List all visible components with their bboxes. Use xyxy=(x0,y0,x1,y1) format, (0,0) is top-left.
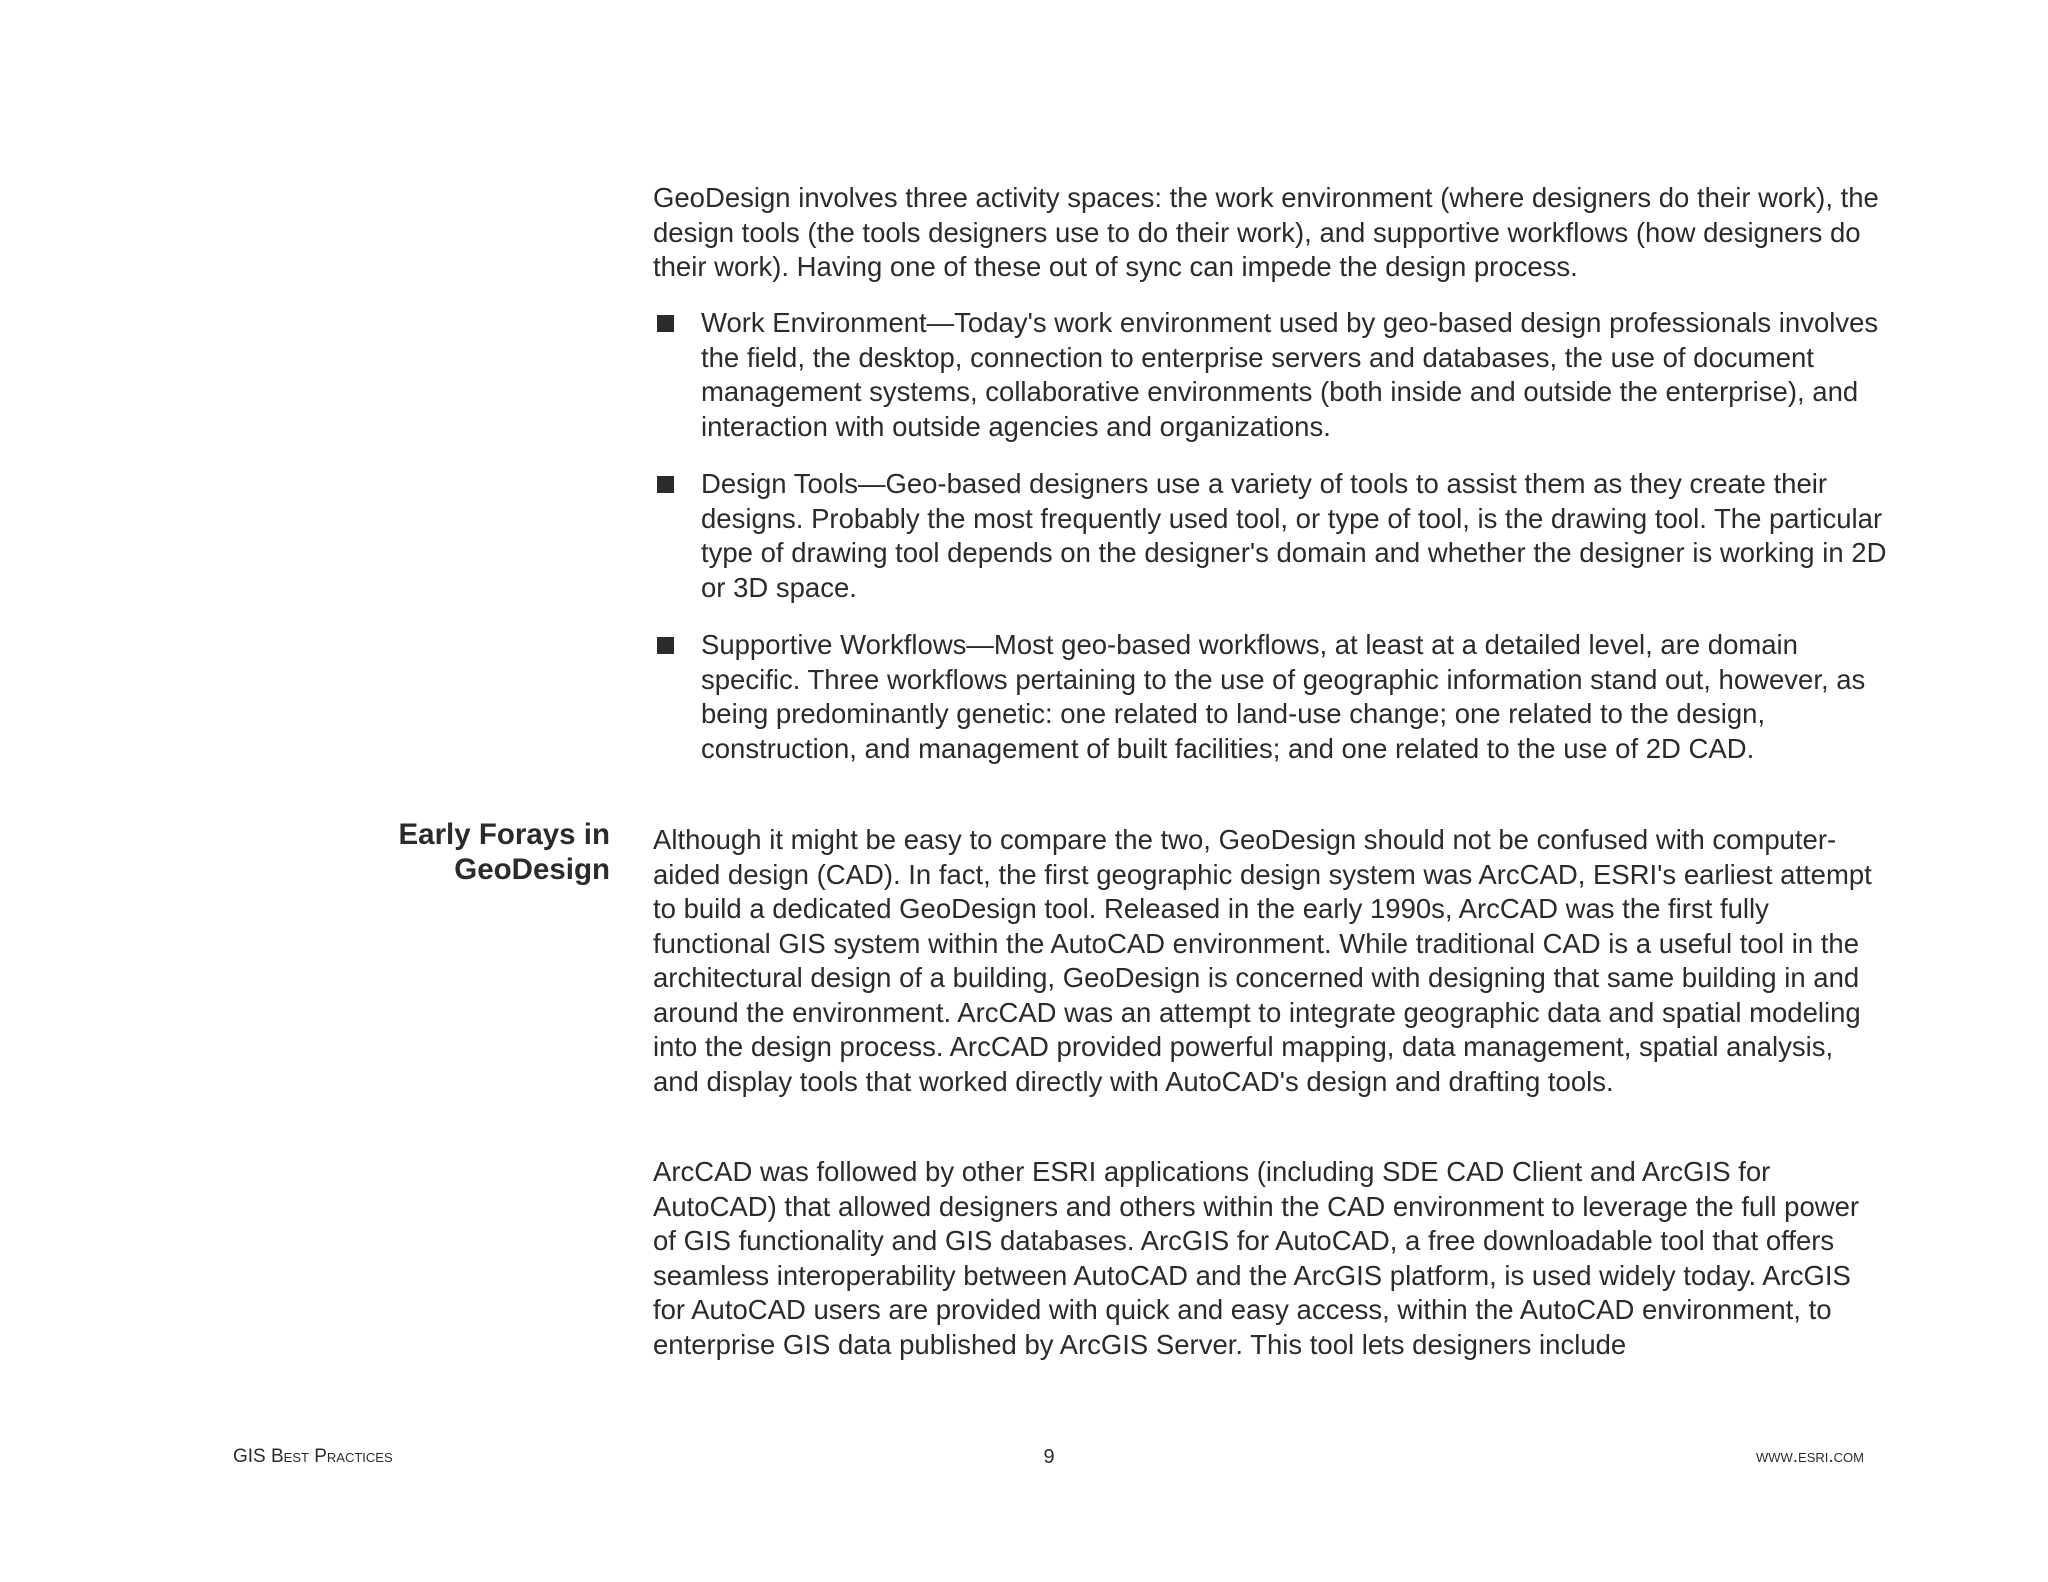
list-item xyxy=(653,306,1893,444)
section-paragraph: ArcCAD was followed by other ESRI applications (including SDE CAD Client and ArcGIS for AutoCAD) that allowed designers and others within the CAD environment to leverage the full power of GIS functionality and GIS databases. ArcGIS for AutoCAD, a free downloadable tool that offers seamless interoperability between AutoCAD and the ArcGIS platform, is used widely today. ArcGIS for AutoCAD users are provided with quick and easy access, within the AutoCAD environment, to enterprise GIS data published by ArcGIS Server. This tool lets designers include xyxy=(653,1156,1860,1360)
footer-website-link[interactable]: www.esri.com xyxy=(1755,1446,1864,1467)
square-bullet-icon xyxy=(657,476,674,493)
footer-publication-title: GIS Best Practices xyxy=(233,1446,393,1467)
section-heading: Early Forays in GeoDesign xyxy=(398,818,610,886)
list-item-text: Supportive Workflows—Most geo-based workflows, at least at a detailed level, are domain specific. Three workflows pertaining to the use of geographic information stand out, however, as being predominantly genetic: one related to land-use change; one related to the design, construction, and management of built facilities; and one related to the use of 2D CAD. xyxy=(701,629,1866,764)
section-paragraph: Although it might be easy to compare the two, GeoDesign should not be confused with computer-aided design (CAD). In fact, the first geographic design system was ArcCAD, ESRI's earliest attempt to build a dedicated GeoDesign tool. Released in the early 1990s, ArcCAD was the first fully functional GIS system within the AutoCAD environment. While traditional CAD is a useful tool in the architectural design of a building, GeoDesign is concerned with designing that same building in and around the environment. ArcCAD was an attempt to integrate geographic data and spatial modeling into the design process. ArcCAD provided powerful mapping, data management, spatial analysis, and display tools that worked directly with AutoCAD's design and drafting tools. xyxy=(653,824,1872,1097)
list-item-text: Design Tools—Geo-based designers use a variety of tools to assist them as they create their designs. Probably the most frequently used tool, or type of tool, is the drawing tool. The particular type of drawing tool depends on the designer's domain and whether the designer is working in 2D or 3D space. xyxy=(701,468,1887,603)
list-item xyxy=(653,467,1893,605)
intro-paragraph: GeoDesign involves three activity spaces: the work environment (where designers do their work), the design tools (the tools designers use to do their work), and supportive workflows (how designers do their work). Having one of these out of sync can impede the design process. xyxy=(653,182,1879,282)
list-item xyxy=(653,628,1893,766)
square-bullet-icon xyxy=(657,315,674,332)
activity-spaces-list xyxy=(653,306,1893,789)
list-item-text: Work Environment—Today's work environment used by geo-based design professionals involves the field, the desktop, connection to enterprise servers and databases, the use of document management systems, collaborative environments (both inside and outside the enterprise), and interaction with outside agencies and organizations. xyxy=(701,307,1879,442)
square-bullet-icon xyxy=(657,637,674,654)
page-number: 9 xyxy=(1043,1446,1055,1468)
